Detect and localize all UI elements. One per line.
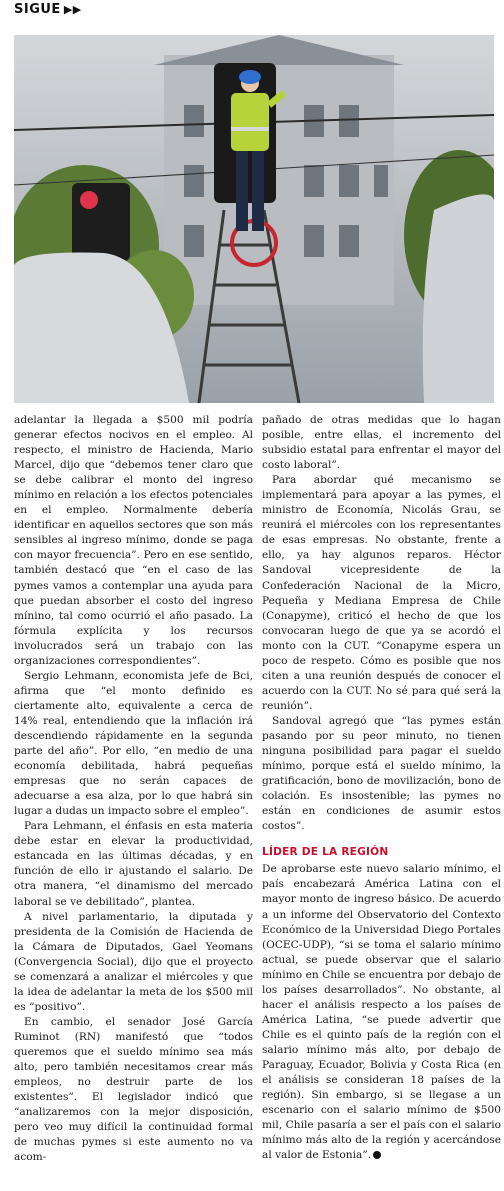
double-arrow-icon: ▶▶	[63, 3, 82, 16]
paragraph: adelantar la llegada a $500 mil podría generar efectos nocivos en el empleo. Al respecto, el ministro de Hacienda, Mario Marcel, dijo que “debemos tener claro que se debe calibrar el monto del ingreso mínimo en relación a los efectos potenciales en el empleo. Normalmente debería identificar en aquellos sectores que son más sensibles al ingreso mínimo, donde se paga con mayor frecuencia”. Pero en ese sentido, también destacó que “en el caso de las pymes vamos a contemplar una ayuda para que puedan absorber el costo del ingreso mínino, tal como ocurrió el año pasado. La fórmula explícita y los recursos involucrados será un trabajo con las organizaciones correspondientes”.	[14, 414, 253, 667]
section-subheading: LÍDER DE LA REGIÓN	[262, 846, 389, 859]
article-column-left	[14, 413, 253, 1165]
paragraph: Sergio Lehmann, economista jefe de Bci, afirma que “el monto definido es ciertamente alto, equivalente a cerca de 14% real, entendiendo que la inflación irá descendiendo rápidamente en la segunda parte del año”. Por ello, “en medio de una economía debilitada, habrá pequeñas empresas que no serán capaces de adecuarse a esa alza, por lo que habrá sin lugar a dudas un impacto sobre el empleo”.	[14, 669, 253, 818]
paragraph: Sandoval agregó que “las pymes están pasando por su peor minuto, no tienen ninguna posibilidad para pagar el sueldo mínimo, porque está el sueldo mínimo, la gratificación, bono de movilización, bono de colación. Es insostenible; las pymes no están en condiciones de asumir estos costos”.	[262, 714, 501, 833]
continue-text: SIGUE	[14, 2, 61, 17]
paragraph: Para Lehmann, el énfasis en esta materia debe estar en elevar la productividad, estancada en las últimas décadas, y en función de ello ir ajustando el salario. De otra manera, “el dinamismo del mercado laboral se ve debilitado”, plantea.	[14, 820, 253, 908]
paragraph	[262, 862, 501, 1163]
photo-illustration	[14, 35, 494, 403]
paragraph: pañado de otras medidas que lo hagan posible, entre ellas, el incremento del subsidio estatal para enfrentar el mayor del costo laboral”.	[262, 414, 501, 472]
paragraph: En cambio, el senador José García Ruminot (RN) manifestó que “todos queremos que el sueldo mínimo sea más alto, pero también necesitamos crear más empleos, no destruir parte de los existentes”. El legislador indicó que “analizaremos con la mejor disposición, pero veo muy difícil la continuidad formal de muchas pymes si este aumento no va acom-	[14, 1015, 253, 1164]
paragraph: A nivel parlamentario, la diputada y presidenta de la Comisión de Hacienda de la Cámara de Diputados, Gael Yeomans (Convergencia Social), dijo que el proyecto se comenzará a analizar el miércoles y que la idea de adelantar la meta de los $500 mil es “positivo”.	[14, 910, 253, 1013]
article-column-right	[262, 413, 501, 1163]
continue-label	[14, 2, 82, 17]
paragraph: Para abordar qué mecanismo se implementará para apoyar a las pymes, el ministro de Economía, Nicolás Grau, se reunirá el miércoles con los representantes de esas empresas. No obstante, frente a ello, ya hay algunos reparos. Héctor Sandoval vicepresidente de la Confederación Nacional de la Micro, Pequeña y Mediana Empresa de Chile (Conapyme), criticó el hecho de que los convocaran luego de que ya se acordó el monto con la CUT. “Conapyme espera un poco de respeto. Cómo es posible que nos citen a una reunión después de conocer el acuerdo con la CUT. No sé para qué será la reunión”.	[262, 474, 501, 712]
article-photo	[14, 35, 494, 403]
end-of-article-icon	[373, 1151, 381, 1159]
paragraph-text: De aprobarse este nuevo salario mínimo, el país encabezará América Latina con el mayor monto de ingreso básico. De acuerdo a un informe del Observatorio del Contexto Económico de la Universidad Diego Portales (OCEC-UDP), “si se toma el salario mínimo actual, se puede observar que el salario mínimo en Chile se encuentra por debajo de los países desarrollados”. No obstante, al hacer el análisis respecto a los países de América Latina, “se puede advertir que Chile es el quinto país de la región con el salario mínimo más alto, por debajo de Paraguay, Ecuador, Bolivia y Costa Rica (en el análisis se consideran 18 países de la región). Sin embargo, si se llegase a un escenario con el salario mínimo de $500 mil, Chile pasaría a ser el país con el salario mínimo más alto de la región y acercándose al valor de Estonia”.	[262, 863, 501, 1162]
